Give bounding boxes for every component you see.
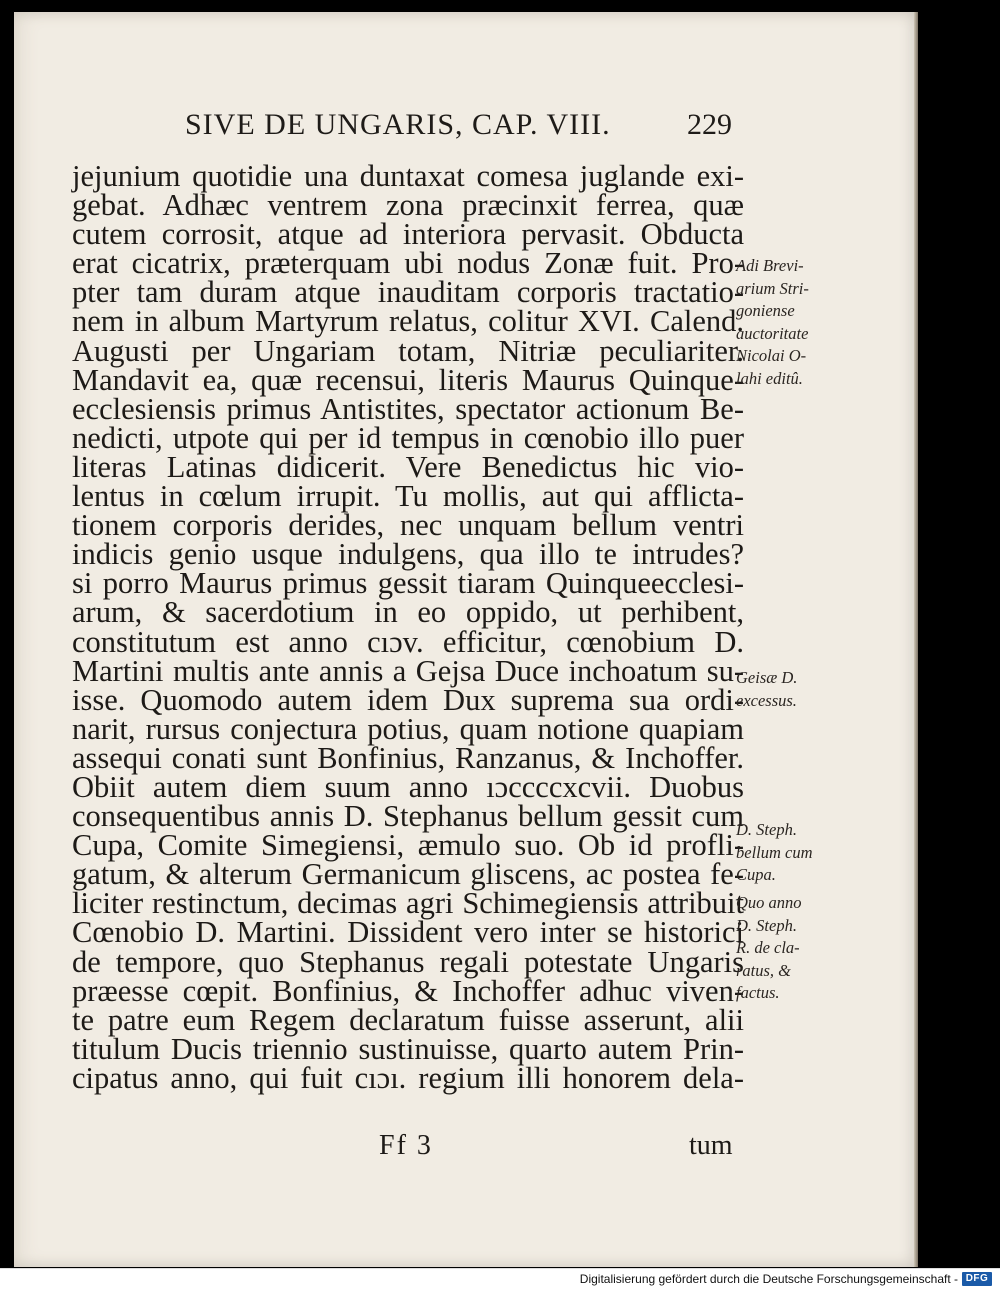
text-line: titulum Ducis triennio sustinuisse, quarto autem Prin- [72, 1031, 744, 1066]
margin-note-line: bellum cum [736, 842, 813, 862]
text-line: arum, & sacerdotium in eo oppido, ut perhibent, [72, 595, 744, 630]
text-line: præesse cœpit. Bonfinius, & Inchoffer adhuc viven- [72, 973, 744, 1008]
signature-mark: Ff 3 [379, 1130, 433, 1161]
catchword: tum [689, 1130, 733, 1161]
credit-bar [0, 1268, 1000, 1290]
margin-note-line: ratus, & [736, 960, 792, 980]
text-line: gebat. Adhæc ventrem zona præcinxit ferrea, quæ [72, 188, 744, 223]
page-edge [914, 12, 918, 1267]
text-line: consequentibus annis D. Stephanus bellum gessit cum [72, 799, 744, 834]
margin-note-line: lahi editû. [736, 368, 803, 388]
text-line: jejunium quotidie una duntaxat comesa juglande exi- [72, 159, 744, 193]
text-line: lentus in cœlum irrupit. Tu mollis, aut qui afflicta- [72, 479, 744, 514]
text-line: liciter restinctum, decimas agri Schimegiensis attribuit [72, 886, 744, 921]
margin-note-line: R. de cla- [736, 938, 800, 957]
margin-note-line: Adi Brevi- [736, 256, 804, 275]
margin-note-breviarium [736, 255, 809, 390]
text-line: cutem corrosit, atque ad interiora pervasit. Obducta [72, 217, 744, 252]
body-text [72, 159, 744, 1095]
text-line: pter tam duram atque inauditam corporis tractatio- [72, 275, 744, 310]
text-line: Martini multis ante annis a Gejsa Duce inchoatum su- [72, 653, 744, 688]
text-line: nem in album Martyrum relatus, colitur XVI. Calend. [72, 304, 744, 339]
text-line: literas Latinas didicerit. Vere Benedictus hic vio- [72, 449, 744, 484]
dfg-logo: DFG [962, 1272, 992, 1286]
margin-note-bellum [736, 819, 813, 887]
book-page [14, 12, 918, 1267]
text-line: Cœnobio D. Martini. Dissident vero inter se historici [72, 915, 744, 950]
running-head [169, 108, 732, 148]
text-line: si porro Maurus primus gessit tiaram Quinqueecclesi- [72, 566, 744, 601]
margin-note-line: factus. [736, 983, 780, 1002]
text-line: Augusti per Ungariam totam, Nitriæ peculiariter. [72, 333, 744, 368]
text-line: Cupa, Comite Simegiensi, æmulo suo. Ob id profli- [72, 828, 744, 863]
page-number: 229 [687, 108, 732, 141]
text-line: narit, rursus conjectura potius, quam notione quapiam [72, 711, 744, 746]
text-line: cipatus anno, qui fuit cıɔı. regium illi honorem dela- [72, 1060, 744, 1095]
text-line: ecclesiensis primus Antistites, spectator actionum Be- [72, 391, 744, 426]
text-line: de tempore, quo Stephanus regali potestate Ungaris [72, 944, 744, 979]
margin-note-line: Nicolai O- [736, 346, 807, 365]
running-head-title: SIVE DE UNGARIS, CAP. VIII. [185, 108, 611, 141]
margin-note-line: D. Steph. [736, 820, 797, 839]
credit-text: Digitalisierung gefördert durch die Deutsche Forschungsgemeinschaft - [579, 1272, 958, 1286]
margin-note-geisa [736, 667, 797, 712]
margin-notes [736, 12, 846, 1267]
margin-note-quo-anno [736, 892, 802, 1005]
margin-note-line: D. Steph. [736, 915, 797, 935]
text-line: indicis genio usque indulgens, qua illo te intrudes? [72, 537, 744, 572]
margin-note-line: goniense [736, 301, 795, 320]
text-line: isse. Quomodo autem idem Dux suprema sua ordi- [72, 682, 744, 717]
text-line: assequi conati sunt Bonfinius, Ranzanus, & Inchoffer. [72, 740, 744, 775]
text-line: Obiit autem diem suum anno ıɔccccxcvii. Duobus [72, 769, 744, 804]
margin-note-line: arium Stri- [736, 278, 809, 298]
margin-note-line: Geisæ D. [736, 668, 798, 687]
text-line: tionem corporis derides, nec unquam bellum ventri [72, 508, 744, 543]
text-line: constitutum est anno cıɔv. efficitur, cœnobium D. [72, 624, 744, 659]
text-line: nedicti, utpote qui per id tempus in cœnobio illo puer [72, 420, 744, 455]
text-line: gatum, & alterum Germanicum gliscens, ac postea fe- [72, 857, 744, 892]
text-line: Mandavit ea, quæ recensui, literis Maurus Quinque- [72, 362, 744, 397]
text-line: erat cicatrix, præterquam ubi nodus Zonæ fuit. Pro- [72, 246, 744, 281]
margin-note-line: Quo anno [736, 893, 802, 912]
margin-note-line: Cupa. [736, 865, 776, 884]
text-line: te patre eum Regem declaratum fuisse asserunt, alii [72, 1002, 744, 1037]
margin-note-line: auctoritate [736, 323, 809, 343]
margin-note-line: excessus. [736, 690, 797, 710]
